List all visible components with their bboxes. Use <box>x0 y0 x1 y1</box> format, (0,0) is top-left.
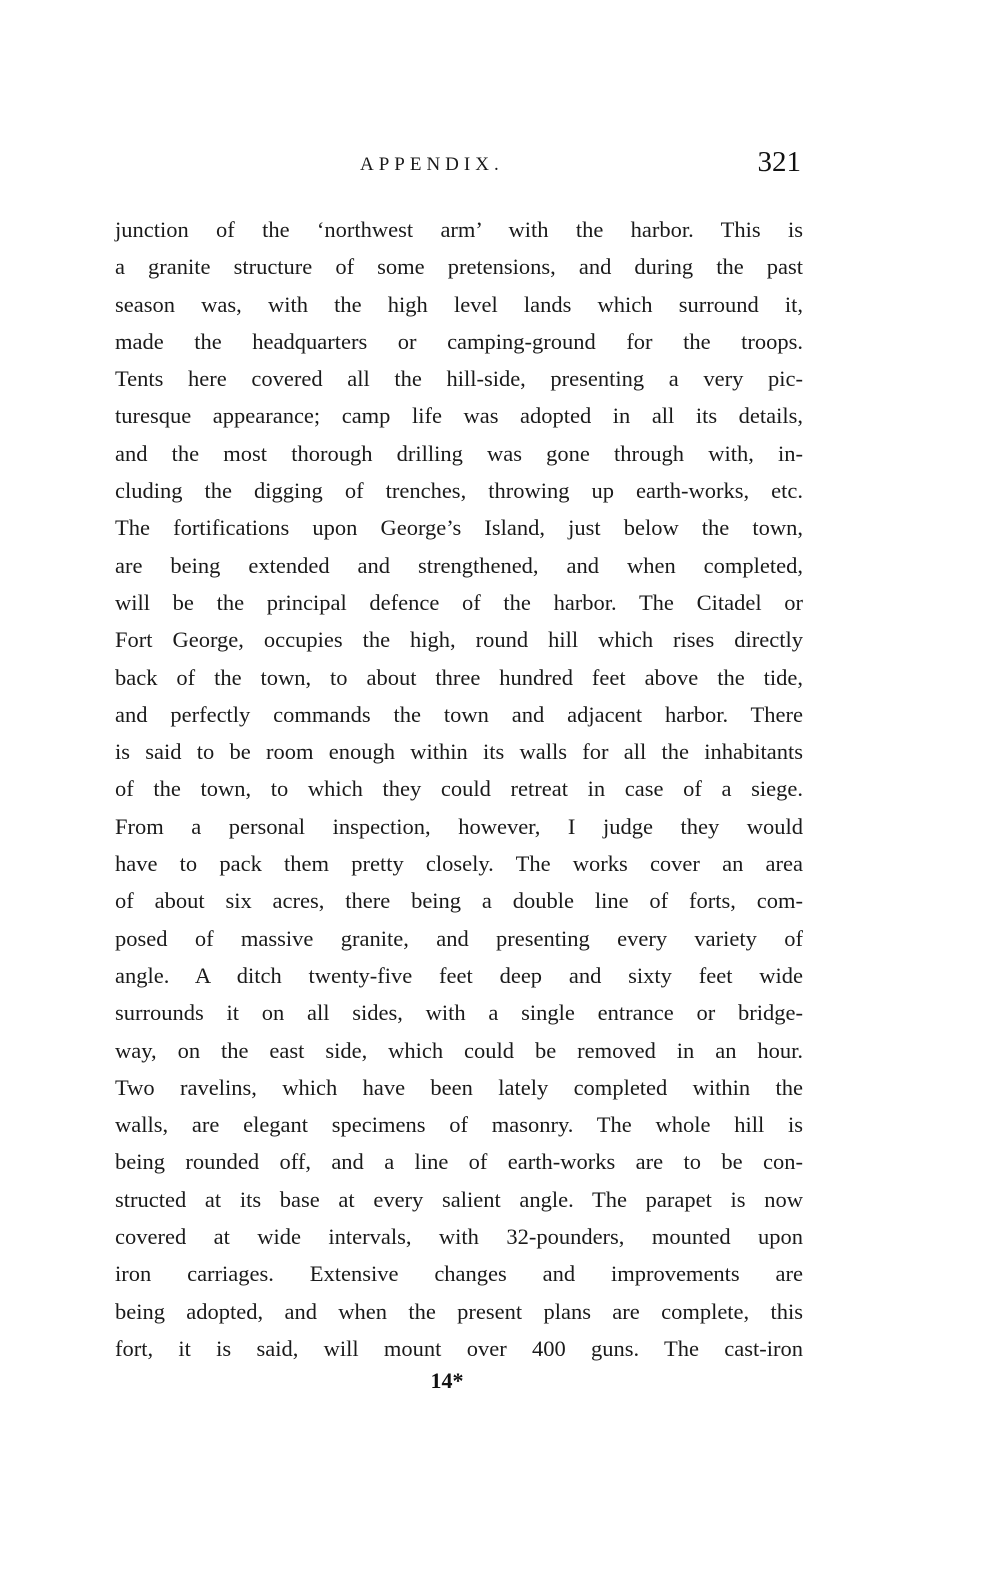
text-line: cluding the digging of trenches, throwing up earth-works, etc. <box>115 478 803 504</box>
text-line: and perfectly commands the town and adjacent harbor. There <box>115 701 803 727</box>
text-line: Two ravelins, which have been lately completed within the <box>115 1074 803 1100</box>
text-line: walls, are elegant specimens of masonry. The whole hill is <box>115 1112 803 1138</box>
text-line: have to pack them pretty closely. The works cover an area <box>115 851 803 877</box>
text-line: surrounds it on all sides, with a single entrance or bridge- <box>115 1000 803 1026</box>
running-head <box>115 146 801 182</box>
text-line: will be the principal defence of the harbor. The Citadel or <box>115 589 803 615</box>
text-line: angle. A ditch twenty-five feet deep and sixty feet wide <box>115 962 803 988</box>
text-line: iron carriages. Extensive changes and improvements are <box>115 1261 803 1287</box>
page-number: 321 <box>757 146 801 178</box>
text-line: structed at its base at every salient angle. The parapet is now <box>115 1186 803 1212</box>
text-line: a granite structure of some pretensions, and during the past <box>115 254 803 280</box>
body-text <box>115 211 803 1367</box>
text-line: Fort George, occupies the high, round hill which rises directly <box>115 627 803 653</box>
signature-mark: 14* <box>430 1368 464 1393</box>
text-line: are being extended and strengthened, and when completed, <box>115 552 803 578</box>
text-line: junction of the ‘northwest arm’ with the harbor. This is <box>115 217 803 242</box>
text-line: of the town, to which they could retreat in case of a siege. <box>115 776 803 802</box>
text-line: season was, with the high level lands which surround it, <box>115 291 803 317</box>
text-line: of about six acres, there being a double line of forts, com- <box>115 888 803 914</box>
text-line: and the most thorough drilling was gone through with, in- <box>115 440 803 466</box>
text-line: being rounded off, and a line of earth-works are to be con- <box>115 1149 803 1175</box>
text-line: covered at wide intervals, with 32-pounders, mounted upon <box>115 1224 803 1250</box>
running-title: APPENDIX. <box>360 154 504 175</box>
text-line: turesque appearance; camp life was adopted in all its details, <box>115 403 803 429</box>
text-line: The fortifications upon George’s Island, just below the town, <box>115 515 803 541</box>
text-line: way, on the east side, which could be removed in an hour. <box>115 1037 803 1063</box>
text-line: From a personal inspection, however, I judge they would <box>115 813 803 839</box>
text-line: posed of massive granite, and presenting every variety of <box>115 925 803 951</box>
text-line: back of the town, to about three hundred feet above the tide, <box>115 664 803 690</box>
text-line: made the headquarters or camping-ground for the troops. <box>115 328 803 354</box>
text-line: being adopted, and when the present plans are complete, this <box>115 1298 803 1324</box>
text-line: is said to be room enough within its walls for all the inhabitants <box>115 739 803 765</box>
text-line: fort, it is said, will mount over 400 guns. The cast-iron <box>115 1335 803 1361</box>
text-line: Tents here covered all the hill-side, presenting a very pic- <box>115 366 803 392</box>
